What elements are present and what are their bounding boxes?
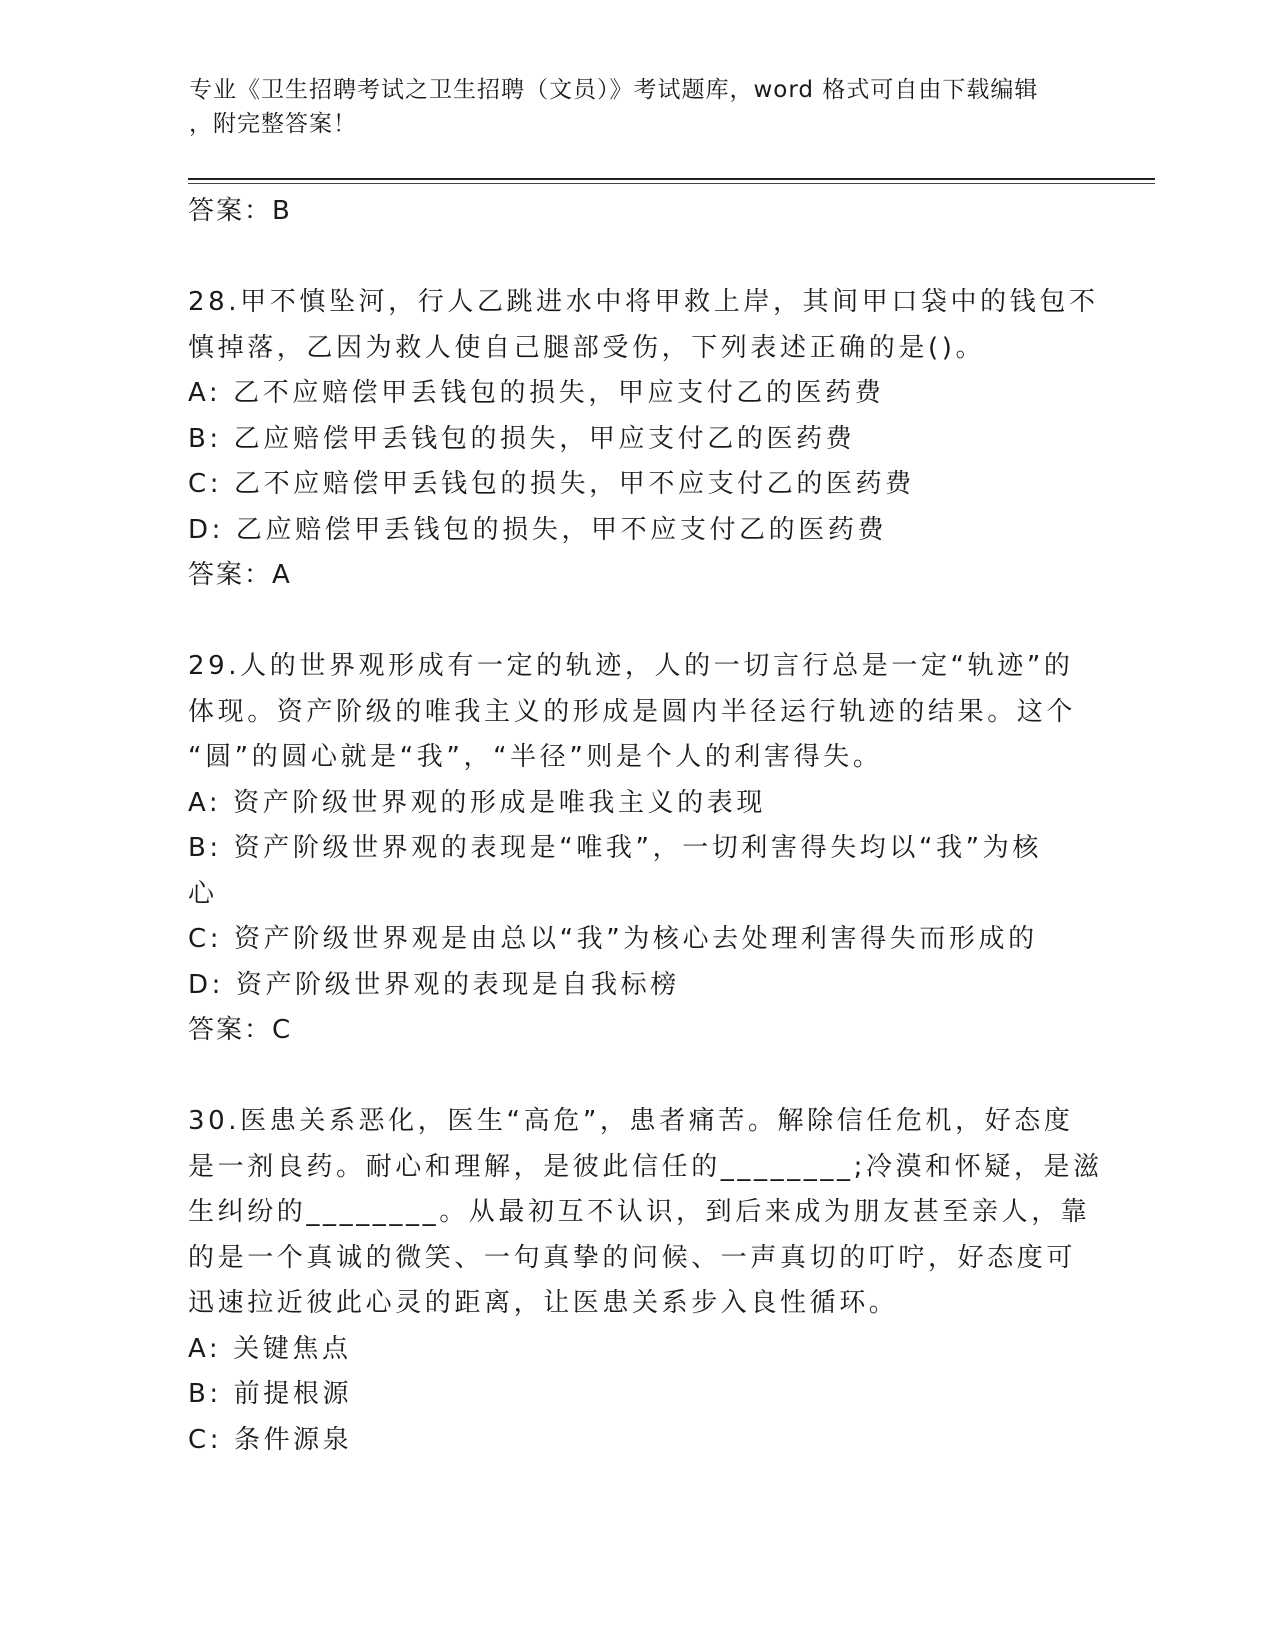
option-a: A: 关键焦点 (188, 1333, 352, 1364)
option-c: C: 条件源泉 (188, 1424, 353, 1455)
option-a: A: 资产阶级世界观的形成是唯我主义的表现 (188, 787, 766, 818)
option-c: C: 资产阶级世界观是由总以“我”为核心去处理利害得失而形成的 (188, 924, 1038, 954)
option-b: B: 乙应赔偿甲丢钱包的损失，甲应支付乙的医药费 (188, 423, 856, 454)
question-stem-line: “圆”的圆心就是“我”，“半径”则是个人的利害得失。 (188, 742, 883, 772)
page-header (189, 73, 1069, 141)
option-c: C: 乙不应赔偿甲丢钱包的损失，甲不应支付乙的医药费 (188, 469, 915, 499)
question-30 (188, 1099, 1103, 1463)
option-a: A: 乙不应赔偿甲丢钱包的损失，甲应支付乙的医药费 (188, 378, 885, 408)
option-d: D: 乙应赔偿甲丢钱包的损失，甲不应支付乙的医药费 (188, 514, 888, 545)
header-line: ，附完整答案！ (189, 111, 357, 137)
question-28 (188, 280, 1099, 599)
answer-line: 答案：B (188, 196, 292, 226)
question-stem-line: 29.人的世界观形成有一定的轨迹，人的一切言行总是一定“轨迹”的 (188, 651, 1074, 681)
question-stem-line: 28.甲不慎坠河，行人乙跳进水中将甲救上岸，其间甲口袋中的钱包不 (188, 287, 1099, 317)
spacer (188, 235, 1088, 281)
spacer (188, 599, 1088, 645)
question-stem-line: 生纠纷的________。从最初互不认识，到后来成为朋友甚至亲人，靠 (188, 1197, 1091, 1227)
question-list (188, 189, 1103, 1463)
question-stem-line: 体现。资产阶级的唯我主义的形成是圆内半径运行轨迹的结果。这个 (188, 696, 1077, 727)
header-line: 专业《卫生招聘考试之卫生招聘（文员）》考试题库，word 格式可自由下载编辑 (189, 77, 1039, 103)
spacer (188, 1054, 1088, 1100)
header-rule-thin (188, 183, 1155, 184)
question-stem-line: 慎掉落，乙因为救人使自己腿部受伤，下列表述正确的是()。 (188, 332, 986, 363)
question-stem-line: 是一剂良药。耐心和理解，是彼此信任的________;冷漠和怀疑，是滋 (188, 1151, 1103, 1182)
answer-line: 答案：C (188, 1015, 293, 1045)
question-29 (188, 644, 1088, 1054)
option-b: B: 资产阶级世界观的表现是“唯我”，一切利害得失均以“我”为核 (188, 833, 1042, 863)
answer-line: 答案：A (188, 560, 292, 590)
question-stem-line: 迅速拉近彼此心灵的距离，让医患关系步入良性循环。 (188, 1288, 899, 1318)
question-stem-line: 30.医患关系恶化，医生“高危”，患者痛苦。解除信任危机，好态度 (188, 1106, 1074, 1136)
option-d: D: 资产阶级世界观的表现是自我标榜 (188, 969, 680, 1000)
question-stem-line: 的是一个真诚的微笑、一句真挚的问候、一声真切的叮咛，好态度可 (188, 1242, 1077, 1273)
header-rule (188, 178, 1155, 180)
option-b-continued: 心 (188, 878, 218, 909)
option-b: B: 前提根源 (188, 1379, 353, 1409)
